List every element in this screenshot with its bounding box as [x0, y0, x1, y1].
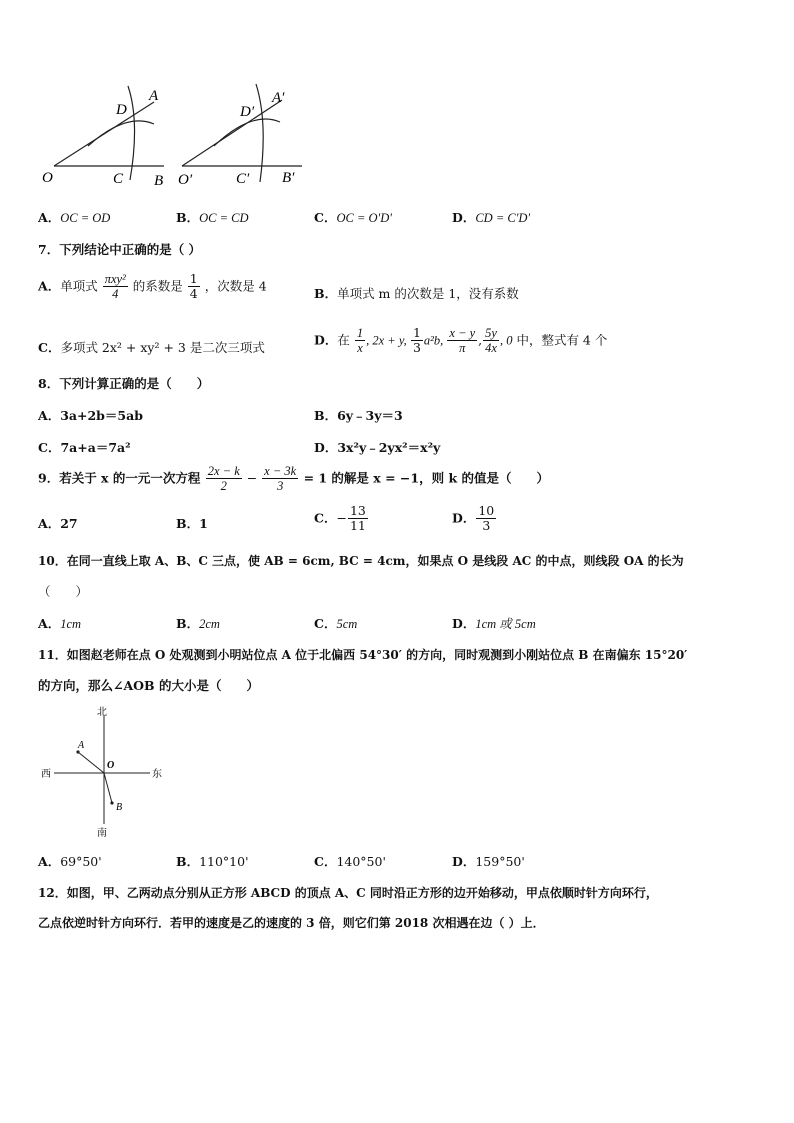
- fraction: $\frac{10}{3}$: [478, 503, 495, 534]
- fraction: $\frac{5y}{4x}$: [485, 326, 497, 356]
- q9-option-b[interactable]: B．1: [176, 516, 208, 531]
- label-C-prime: C′: [236, 171, 250, 187]
- fraction: $\frac{x - 3k}{3}$: [264, 464, 297, 494]
- fraction: $\frac{13}{11}$: [349, 503, 366, 534]
- label-O-prime: O′: [178, 172, 193, 188]
- label-A: A: [149, 88, 159, 104]
- q11-options: [38, 852, 764, 872]
- q6-option-c[interactable]: C．OC = O'D': [314, 210, 392, 225]
- label-D-prime: D′: [240, 104, 255, 120]
- fraction: $\frac{x - y}{\pi}$: [449, 326, 476, 356]
- label-C: C: [113, 171, 124, 187]
- q11-option-c[interactable]: C．140°50': [314, 854, 386, 869]
- q9-option-c[interactable]: C．− $\frac{13}{11}$: [314, 503, 366, 534]
- q10-option-a[interactable]: A．1cm: [38, 616, 82, 631]
- q6-options: [38, 208, 764, 228]
- left-angle-figure: [54, 86, 164, 180]
- label-B: B: [116, 802, 123, 813]
- q6-option-b[interactable]: B．OC = CD: [176, 210, 249, 225]
- ray-OA: [78, 752, 104, 773]
- east-label: 东: [152, 769, 162, 780]
- label-A: A: [78, 740, 85, 751]
- q6-option-a[interactable]: A．OC = OD: [38, 210, 111, 225]
- q9-options: [38, 504, 764, 544]
- q8-option-b[interactable]: B．6y﹣3y＝3: [314, 408, 403, 423]
- fraction: $\frac{1}{4}$: [189, 271, 198, 302]
- label-D: D: [116, 102, 127, 118]
- q8-options-row1: [38, 406, 764, 426]
- label-B-prime: B′: [282, 170, 295, 186]
- q10-option-d[interactable]: D．1cm 或 5cm: [452, 616, 536, 631]
- q12-line2: 乙点依逆时针方向环行．若甲的速度是乙的速度的 3 倍，则它们第 2018 次相遇在边（ ）上．: [38, 916, 545, 930]
- q10-option-b[interactable]: B．2cm: [176, 616, 220, 631]
- point-B: [110, 801, 113, 804]
- south-label: 南: [97, 828, 107, 839]
- q7-stem: 7．下列结论中正确的是（ ）: [38, 242, 202, 257]
- compass-figure: [38, 706, 178, 840]
- q7-option-b[interactable]: B．单项式 m 的次数是 1，没有系数: [314, 286, 519, 301]
- label-O: O: [107, 760, 115, 771]
- q8-stem: 8．下列计算正确的是（ ）: [38, 376, 210, 391]
- q10-option-c[interactable]: C．5cm: [314, 616, 358, 631]
- q9-stem: 9．若关于 x 的一元一次方程 $\frac{2x - k}{2}$ − $\frac{x - 3k}{3}$ = 1 的解是 x = −1，则 k 的值是（ ）: [38, 464, 549, 494]
- label-A-prime: A′: [272, 90, 285, 106]
- ray-OB: [104, 773, 112, 803]
- q11-stem-line1: 11．如图赵老师在点 O 处观测到小明站位点 A 位于北偏西 54°30′ 的方向，同时观测到小刚站位点 B 在南偏东 15°20′: [38, 648, 688, 662]
- q8-option-c[interactable]: C．7a+a＝7a²: [38, 440, 131, 455]
- q7-cd-row: [38, 326, 764, 368]
- q10-paren: （ ）: [38, 584, 89, 599]
- fraction: $\frac{1}{3}$: [412, 325, 421, 356]
- q11-stem-line2: 的方向，那么∠AOB 的大小是（ ）: [38, 678, 259, 693]
- q11-option-a[interactable]: A．69°50': [38, 854, 102, 869]
- q8-option-d[interactable]: D．3x²y﹣2yx²＝x²y: [314, 440, 441, 455]
- q8-options-row2: [38, 438, 764, 458]
- q12-line1: 12．如图，甲、乙两动点分别从正方形 ABCD 的顶点 A、C 同时沿正方形的边开始移动，甲点依顺时针方向环行，: [38, 886, 658, 900]
- q9-option-d[interactable]: D． $\frac{10}{3}$: [452, 503, 495, 534]
- q11-option-b[interactable]: B．110°10': [176, 854, 249, 869]
- north-label: 北: [97, 707, 107, 718]
- angle-construction-figure: [36, 82, 316, 194]
- q10-stem: 10．在同一直线上取 A、B、C 三点，使 AB = 6cm, BC = 4cm，如果点 O 是线段 AC 的中点，则线段 OA 的长为: [38, 554, 684, 568]
- q8-option-a[interactable]: A．3a+2b＝5ab: [38, 408, 143, 423]
- q7-option-d[interactable]: D．在 $\frac{1}{x}$ , 2x + y, $\frac{1}{3}$ a²b, $\frac{x - y}{\pi}$ , $\frac{5y}{4x}$ , 0 中，整式有 4 个: [314, 325, 608, 356]
- west-label: 西: [41, 769, 51, 780]
- q11-option-d[interactable]: D．159°50': [452, 854, 525, 869]
- label-O: O: [42, 170, 53, 186]
- label-B: B: [154, 173, 164, 189]
- q6-option-d[interactable]: D．CD = C'D': [452, 210, 531, 225]
- q9-option-a[interactable]: A．27: [38, 516, 78, 531]
- q10-options: [38, 614, 764, 634]
- q7-option-c[interactable]: C．多项式 2x² + xy² + 3 是二次三项式: [38, 340, 265, 355]
- fraction: $\frac{2x - k}{2}$: [207, 464, 240, 494]
- fraction: $\frac{\text{πxy²}}{4}$: [104, 272, 126, 302]
- fraction: $\frac{1}{x}$: [356, 326, 364, 356]
- q7-option-a[interactable]: A．单项式 $\frac{\text{πxy²}}{4}$ 的系数是 $\frac{1}{4}$ ，次数是 4: [38, 271, 267, 302]
- q7-ab-row: [38, 272, 764, 318]
